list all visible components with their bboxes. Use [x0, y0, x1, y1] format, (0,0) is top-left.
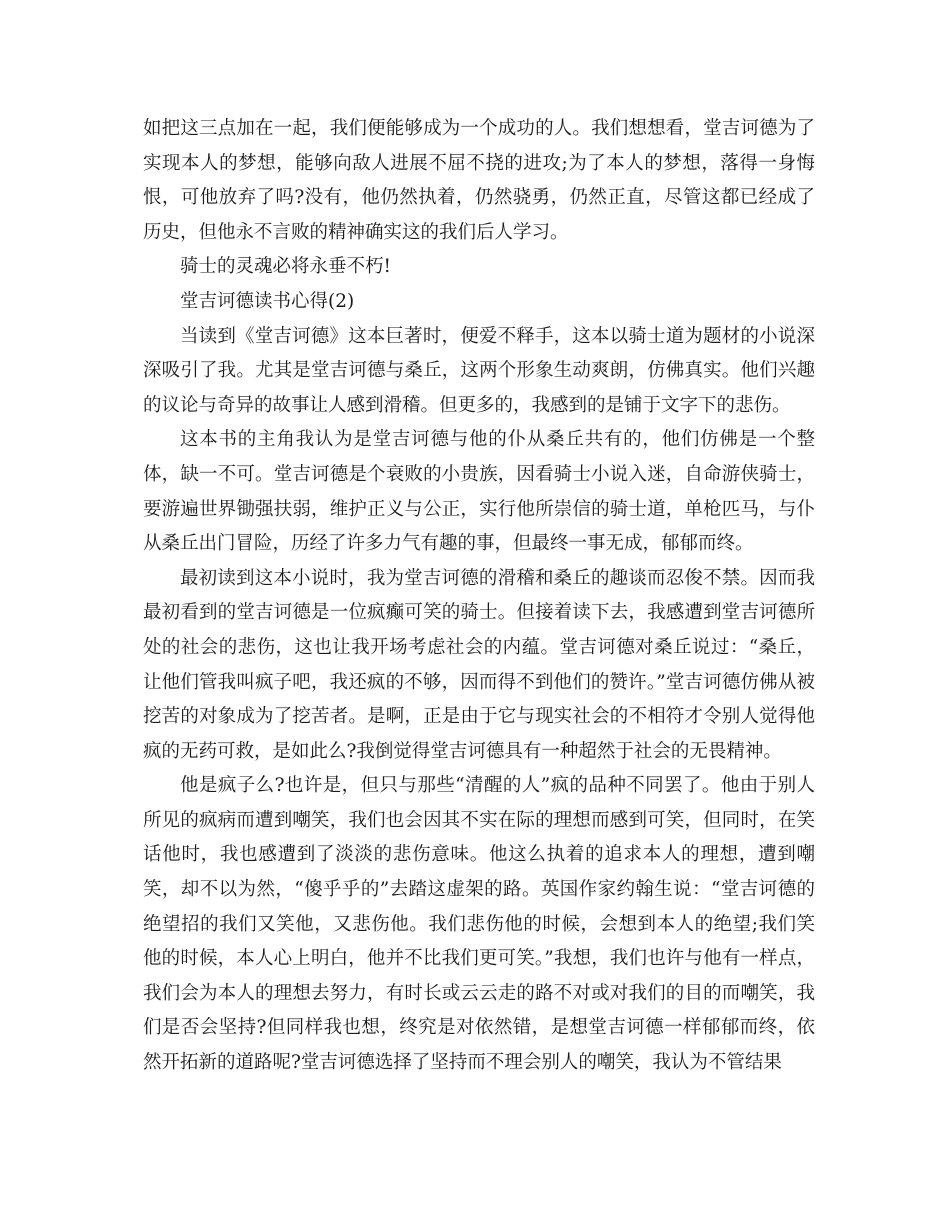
paragraph-closing-line: 骑士的灵魂必将永垂不朽! [180, 256, 391, 278]
paragraph: 这本书的主角我认为是堂吉诃德与他的仆从桑丘共有的，他们仿佛是一个整体，缺一不可。堂吉诃德是个衰败的小贵族，因看骑士小说入迷，自命游侠骑士，要游遍世界锄强扶弱，维护正义与公正，实行他所崇信的骑士道，单枪匹马，与仆从桑丘出门冒险，历经了许多力气有趣的事，但最终一事无成，郁郁而终。 [143, 429, 815, 555]
paragraph-continued: 如把这三点加在一起，我们便能够成为一个成功的人。我们想想看，堂吉诃德为了实现本人的梦想，能够向敌人进展不屈不挠的进攻;为了本人的梦想，落得一身悔恨，可他放弃了吗?没有，他仍然执着，仍然骁勇，仍然正直，尽管这都已经成了历史，但他永不言败的精神确实这的我们后人学习。 [143, 118, 815, 243]
section-heading: 堂吉诃德读书心得(2) [180, 290, 355, 312]
paragraph: 他是疯子么?也许是，但只与那些“清醒的人”疯的品种不同罢了。他由于别人所见的疯病而遭到嘲笑，我们也会因其不实在际的理想而感到可笑，但同时，在笑话他时，我也感遭到了淡淡的悲伤意味。他这么执着的追求本人的理想，遭到嘲笑，却不以为然，“傻乎乎的”去踏这虚架的路。英国作家约翰生说：“堂吉诃德的绝望招的我们又笑他，又悲伤他。我们悲伤他的时候，会想到本人的绝望;我们笑他的时候，本人心上明白，他并不比我们更可笑。”我想，我们也许与他有一样点，我们会为本人的理想去努力，有时长或云云走的路不对或对我们的目的而嘲笑，我们是否会坚持?但同样我也想，终究是对依然错，是想堂吉诃德一样郁郁而终，依然开拓新的道路呢?堂吉诃德选择了坚持而不理会别人的嘲笑，我认为不管结果 [143, 775, 815, 1074]
document-body [143, 112, 815, 1081]
paragraph: 最初读到这本小说时，我为堂吉诃德的滑稽和桑丘的趣谈而忍俊不禁。因而我最初看到的堂吉诃德是一位疯癫可笑的骑士。但接着读下去，我感遭到堂吉诃德所处的社会的悲伤，这也让我开场考虑社会的内蕴。堂吉诃德对桑丘说过：“桑丘，让他们管我叫疯子吧，我还疯的不够，因而得不到他们的赞许。”堂吉诃德仿佛从被挖苦的对象成为了挖苦者。是啊，正是由于它与现实社会的不相符才令别人觉得他疯的无药可救，是如此么?我倒觉得堂吉诃德具有一种超然于社会的无畏精神。 [143, 567, 815, 762]
paragraph: 当读到《堂吉诃德》这本巨著时，便爱不释手，这本以骑士道为题材的小说深深吸引了我。尤其是堂吉诃德与桑丘，这两个形象生动爽朗，仿佛真实。他们兴趣的议论与奇异的故事让人感到滑稽。但更多的，我感到的是铺于文字下的悲伤。 [143, 325, 815, 416]
